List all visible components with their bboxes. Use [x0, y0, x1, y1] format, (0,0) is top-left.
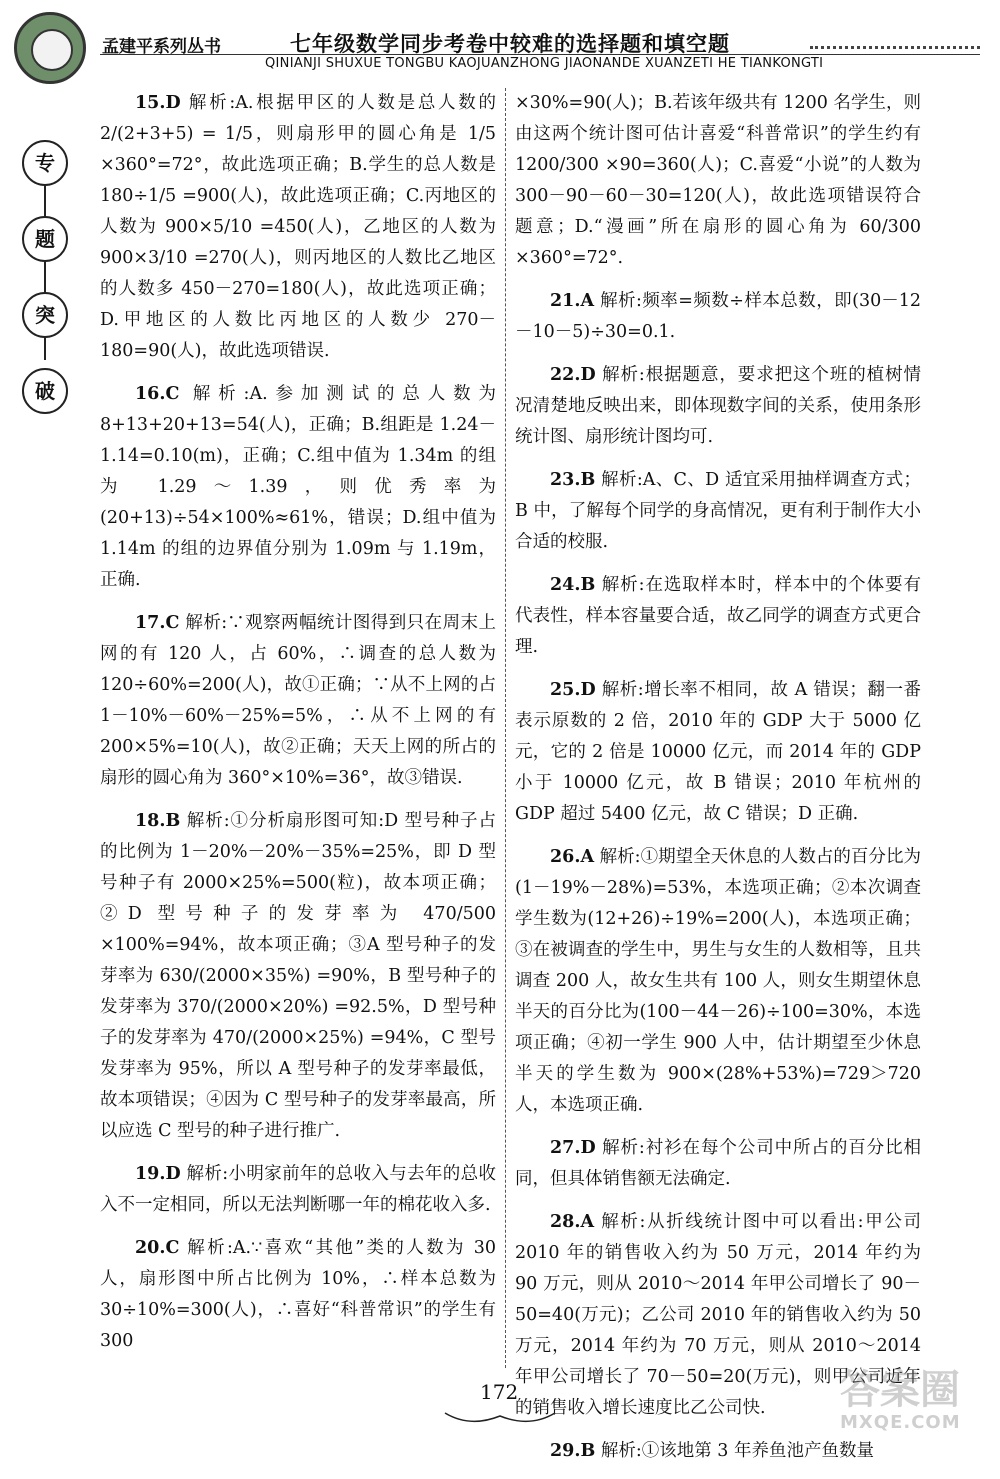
book-title: 七年级数学同步考卷中较难的选择题和填空题 — [290, 32, 730, 56]
book-title-pinyin: QINIANJI SHUXUE TONGBU KAOJUANZHONG JIAONANDE XUANZETI HE TIANKONGTI — [265, 56, 824, 71]
column-divider — [505, 88, 506, 1368]
page-header — [0, 0, 1000, 80]
answer-item — [515, 360, 921, 453]
answer-item — [100, 806, 496, 1147]
answer-text: 解析:根据题意，要求把这个班的植树情况清楚地反映出来，即体现数字间的关系，使用条形统计图、扇形统计图均可. — [515, 365, 921, 447]
answer-item — [515, 570, 921, 663]
side-tab-char: 专 — [22, 140, 68, 186]
answer-item — [100, 379, 496, 596]
answer-text: 解析:小明家前年的总收入与去年的总收入不一定相同，所以无法判断哪一年的棉花收入多. — [100, 1164, 496, 1215]
header-rule — [100, 54, 980, 55]
answer-number: 23.B — [550, 470, 596, 490]
answer-item — [100, 608, 496, 794]
header-dots — [810, 46, 980, 49]
side-tab-char: 题 — [22, 216, 68, 262]
answer-item — [100, 1233, 496, 1357]
answer-number: 16.C — [135, 384, 180, 404]
answer-number: 18.B — [135, 811, 181, 831]
answer-text: 解析:A.∵喜欢“其他”类的人数为 30 人，扇形图中所占比例为 10%，∴样本总数为 30÷10%=300(人)，∴喜好“科普常识”的学生有 300 — [100, 1238, 496, 1351]
watermark — [840, 1368, 990, 1438]
answer-item — [515, 465, 921, 558]
answer-item — [515, 842, 921, 1121]
answer-item — [515, 286, 921, 348]
page-number: 172 — [480, 1380, 519, 1404]
page-ornament-icon — [440, 1408, 560, 1428]
answer-number: 24.B — [550, 575, 596, 595]
answer-item — [515, 675, 921, 830]
answer-item — [515, 88, 921, 274]
watermark-logo: 答案圈 — [840, 1367, 960, 1413]
series-name: 孟建平系列丛书 — [102, 37, 221, 57]
answer-text: 解析:A.参加测试的总人数为 8+13+20+13=54(人)，正确；B.组距是 1.24－1.14=0.10(m)，正确；C.组中值为 1.34m 的组为 1.29～1.39，则优秀率为(20+13)÷54×100%≈61%，错误；D.组中值为 1.14m 的组的边界值分别为 1.09m 与 1.19m，正确. — [100, 384, 496, 590]
answer-text: ×30%=90(人)；B.若该年级共有 1200 名学生，则由这两个统计图可估计喜爱“科普常识”的学生约有 1200/300 ×90=360(人)；C.喜爱“小说”的人数为 300－90－60－30=120(人)，故此选项错误符合题意；D.“漫画”所在扇形的圆心角为 60/300 ×360°=72°. — [515, 93, 921, 268]
answer-number: 26.A — [550, 847, 595, 867]
answer-number: 25.D — [550, 680, 596, 700]
series-logo-icon — [14, 12, 86, 84]
side-tab-char: 破 — [22, 368, 68, 414]
answer-number: 20.C — [135, 1238, 180, 1258]
answer-number: 22.D — [550, 365, 596, 385]
answer-text: 解析:频率=频数÷样本总数，即(30－12－10－5)÷30=0.1. — [515, 291, 921, 342]
right-column — [515, 88, 921, 1479]
answer-number: 15.D — [135, 93, 181, 113]
answer-text: 解析:衬衫在每个公司中所占的百分比相同，但具体销售额无法确定. — [515, 1138, 921, 1189]
side-tab-char: 突 — [22, 292, 68, 338]
answer-number: 27.D — [550, 1138, 596, 1158]
answer-item — [100, 1159, 496, 1221]
answer-item — [515, 1436, 921, 1467]
answer-item — [100, 88, 496, 367]
answer-item — [515, 1133, 921, 1195]
answer-number: 19.D — [135, 1164, 181, 1184]
answer-text: 解析:在选取样本时，样本中的个体要有代表性，样本容量要合适，故乙同学的调查方式更合理. — [515, 575, 921, 657]
answer-number: 21.A — [550, 291, 595, 311]
side-tab — [22, 140, 68, 444]
answer-text: 解析:①分析扇形图可知:D 型号种子占的比例为 1－20%－20%－35%=25%，即 D 型号种子有 2000×25%=500(粒)，故本项正确；②D 型号种子的发芽率为 470/500 ×100%=94%，故本项正确；③A 型号种子的发芽率为 630/(2000×35%) =90%，B 型号种子的发芽率为 370/(2000×20%) =92.5%，D 型号种子的发芽率为 470/(2000×25%) =94%，C 型号发芽率为 95%，所以 A 型号种子的发芽率最低，故本项错误；④因为 C 型号种子的发芽率最高，所以应选 C 型号的种子进行推广. — [100, 811, 496, 1141]
answer-text: 解析:A、C、D 适宜采用抽样调查方式；B 中，了解每个同学的身高情况，更有利于制作大小合适的校服. — [515, 470, 921, 552]
watermark-url: MXQE.COM — [840, 1412, 961, 1433]
answer-text: 解析:①期望全天休息的人数占的百分比为(1－19%－28%)=53%，本选项正确；②本次调查学生数为(12+26)÷19%=200(人)，本选项正确；③在被调查的学生中，男生与女生的人数相等，且共调查 200 人，故女生共有 100 人，则女生期望休息半天的百分比为(100－44－26)÷100=30%，本选项正确；④初一学生 900 人中，估计期望至少休息半天的学生数为 900×(28%+53%)=729＞720 人，本选项正确. — [515, 847, 921, 1115]
answer-number: 28.A — [550, 1212, 595, 1232]
answer-text: 解析:A.根据甲区的人数是总人数的 2/(2+3+5) = 1/5，则扇形甲的圆心角是 1/5 ×360°=72°，故此选项正确；B.学生的总人数是 180÷1/5 =900(人)，故此选项正确；C.丙地区的人数为 900×5/10 =450(人)，乙地区的人数为 900×3/10 =270(人)，则丙地区的人数比乙地区的人数多 450－270=180(人)，故此选项正确；D.甲地区的人数比丙地区的人数少 270－180=90(人)，故此选项错误. — [100, 93, 496, 361]
left-column — [100, 88, 496, 1369]
answer-text: 解析:增长率不相同，故 A 错误；翻一番表示原数的 2 倍，2010 年的 GDP 大于 5000 亿元，它的 2 倍是 10000 亿元，而 2014 年的 GDP 小于 10000 亿元，故 B 错误；2010 年杭州的 GDP 超过 5400 亿元，故 C 错误；D 正确. — [515, 680, 921, 824]
answer-text: 解析:∵观察两幅统计图得到只在周末上网的有 120 人，占 60%，∴调查的总人数为 120÷60%=200(人)，故①正确；∵从不上网的占 1－10%－60%－25%=5%，∴从不上网的有 200×5%=10(人)，故②正确；天天上网的所占的扇形的圆心角为 360°×10%=36°，故③错误. — [100, 613, 496, 788]
answer-text: 解析:从折线统计图中可以看出:甲公司 2010 年的销售收入约为 50 万元，2014 年约为 90 万元，则从 2010～2014 年甲公司增长了 90－50=40(万元)；乙公司 2010 年的销售收入约为 50 万元，2014 年约为 70 万元，则从 2010～2014 年甲公司增长了 70－50=20(万元)，则甲公司近年的销售收入增长速度比乙公司快. — [515, 1212, 921, 1418]
answer-number: 17.C — [135, 613, 180, 633]
answer-number: 29.B — [550, 1441, 596, 1461]
answer-text: 解析:①该地第 3 年养鱼池产鱼数量 — [600, 1441, 874, 1461]
